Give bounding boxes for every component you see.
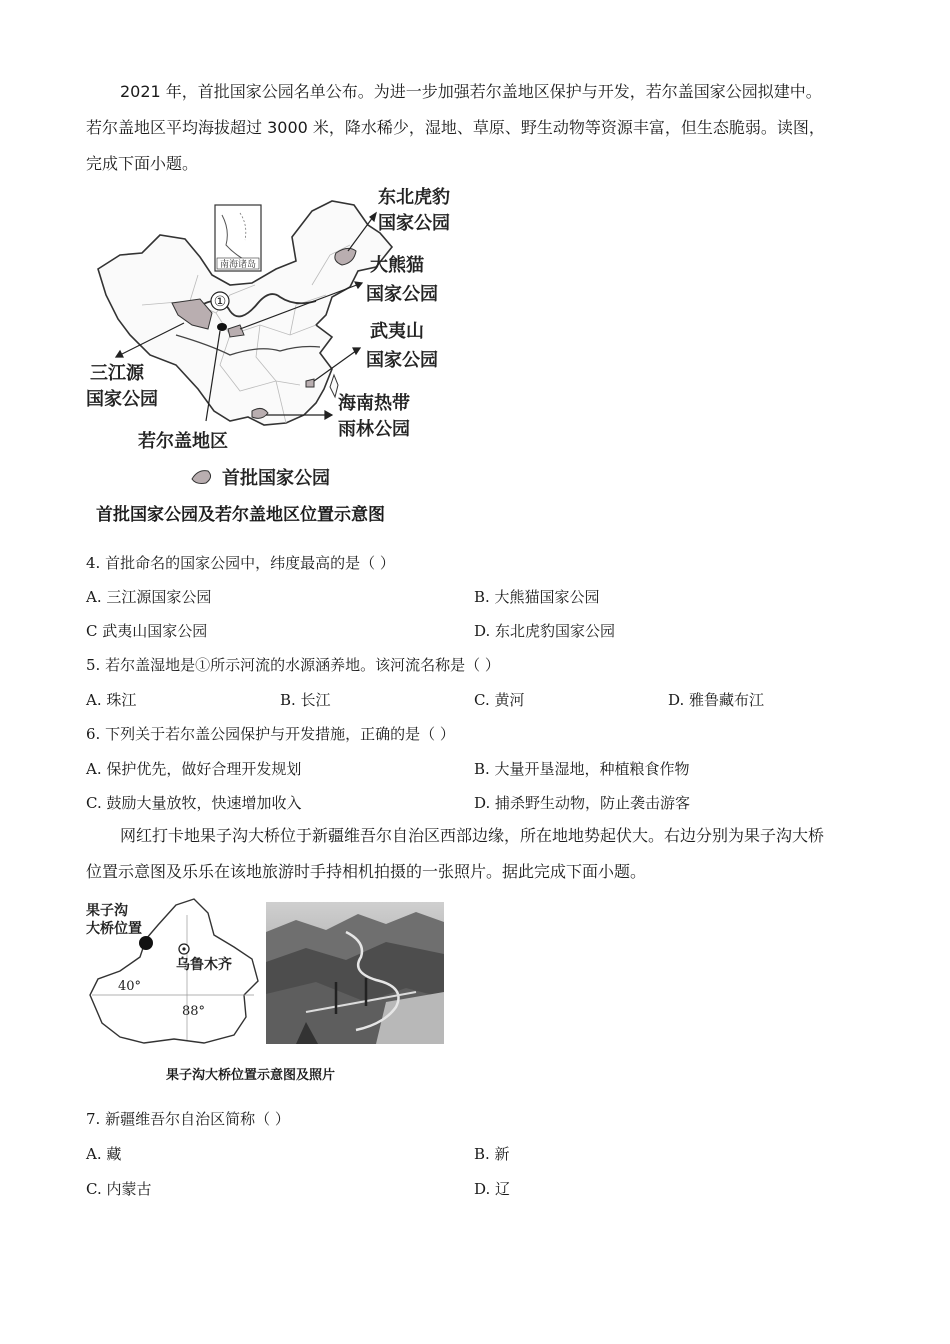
xinjiang-map [84,895,264,1050]
urumqi-label: 乌鲁木齐 [176,957,232,973]
national-parks-map [80,185,480,495]
ruoergai-dot [217,323,227,331]
q5-stem: 5. 若尔盖湿地是①所示河流的水源涵养地。该河流名称是（ ） [86,656,500,674]
q5-option-b[interactable]: B. 长江 [280,691,331,709]
marker-1: ① [213,294,227,310]
bridge-photo [266,902,444,1044]
bridge-dot [139,936,153,950]
lat-label: 40° [118,979,142,994]
q4-option-d[interactable]: D. 东北虎豹国家公园 [474,622,616,640]
intro1-line2: 若尔盖地区平均海拔超过 3000 米，降水稀少，湿地、草原、野生动物等资源丰富，但生态脆弱。读图， [86,118,825,137]
label-sanjiangyuan-1: 三江源 [90,363,144,384]
label-hainan-2: 雨林公园 [338,419,410,440]
label-daxiongmao-1: 大熊猫 [370,255,424,276]
label-wuyishan-1: 武夷山 [370,321,424,342]
q6-option-d[interactable]: D. 捕杀野生动物，防止袭击游客 [474,794,691,812]
q7-option-c[interactable]: C. 内蒙古 [86,1180,152,1198]
legend-swatch [192,471,211,484]
intro2-line2: 位置示意图及乐乐在该地旅游时手持相机拍摄的一张照片。据此完成下面小题。 [86,862,647,881]
q5-option-c[interactable]: C. 黄河 [474,691,525,709]
taiwan [330,375,338,397]
q4-option-b[interactable]: B. 大熊猫国家公园 [474,588,600,606]
bridge-label-2: 大桥位置 [86,921,142,937]
q7-option-a[interactable]: A. 藏 [86,1145,122,1163]
park-wuyishan [306,379,314,387]
label-hainan-1: 海南热带 [338,393,410,414]
q5-option-a[interactable]: A. 珠江 [86,691,137,709]
q6-option-b[interactable]: B. 大量开垦湿地，种植粮食作物 [474,760,690,778]
intro2-line1: 网红打卡地果子沟大桥位于新疆维吾尔自治区西部边缘，所在地地势起伏大。右边分别为果子沟大桥 [120,826,825,845]
lon-label: 88° [182,1004,206,1019]
label-wuyishan-2: 国家公园 [366,350,438,371]
inset-label: 南海诸岛 [219,260,257,270]
bridge-label-1: 果子沟 [86,903,128,919]
q4-option-c[interactable]: C 武夷山国家公园 [86,622,208,640]
label-dongbei-2: 国家公园 [378,213,450,234]
intro1-line1: 2021 年，首批国家公园名单公布。为进一步加强若尔盖地区保护与开发，若尔盖国家公园拟建中。 [120,82,822,101]
q7-option-d[interactable]: D. 辽 [474,1180,511,1198]
map2-caption: 果子沟大桥位置示意图及照片 [166,1068,336,1083]
south-china-sea-inset [215,205,261,271]
label-daxiongmao-2: 国家公园 [366,284,438,305]
label-ruoergai: 若尔盖地区 [138,431,228,452]
q5-option-d[interactable]: D. 雅鲁藏布江 [668,691,765,709]
q6-stem: 6. 下列关于若尔盖公园保护与开发措施，正确的是（ ） [86,725,455,743]
q6-option-a[interactable]: A. 保护优先，做好合理开发规划 [86,760,302,778]
q7-stem: 7. 新疆维吾尔自治区简称（ ） [86,1110,290,1128]
map1-caption: 首批国家公园及若尔盖地区位置示意图 [96,505,385,525]
legend-label: 首批国家公园 [222,468,330,489]
label-dongbei-1: 东北虎豹 [378,187,450,208]
q7-option-b[interactable]: B. 新 [474,1145,510,1163]
q4-option-a[interactable]: A. 三江源国家公园 [86,588,212,606]
urumqi-symbol-inner [182,947,185,950]
label-sanjiangyuan-2: 国家公园 [86,389,158,410]
q4-stem: 4. 首批命名的国家公园中，纬度最高的是（ ） [86,554,395,572]
q6-option-c[interactable]: C. 鼓励大量放牧，快速增加收入 [86,794,302,812]
intro1-line3: 完成下面小题。 [86,154,199,173]
